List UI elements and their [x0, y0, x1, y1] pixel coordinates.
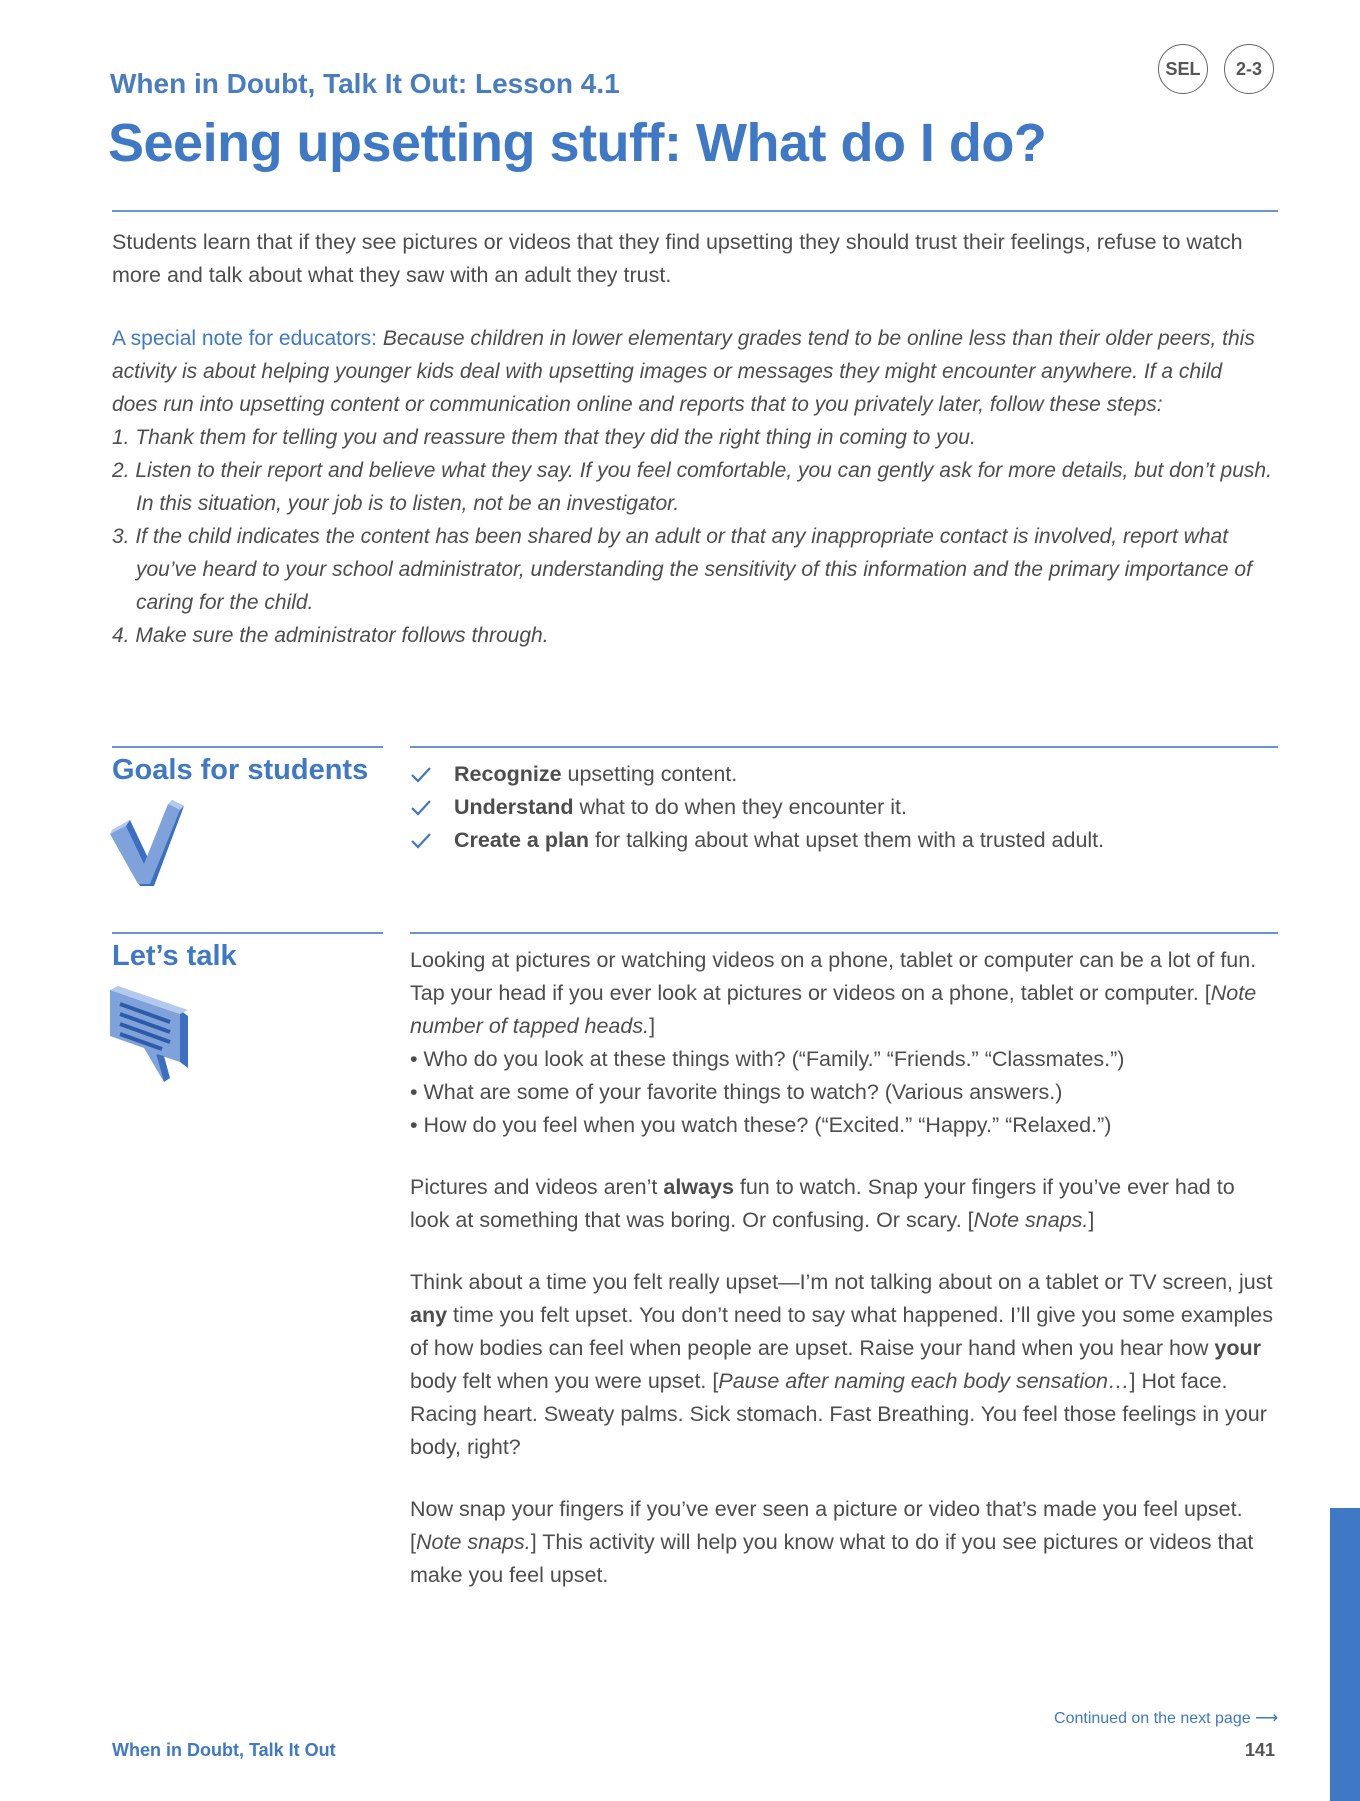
- p2-a: Pictures and videos aren’t: [410, 1175, 664, 1199]
- goal-text: upsetting content.: [561, 762, 738, 786]
- p3-f: ] Hot face. Racing heart. Sweaty palms. Sick stomach. Fast Breathing. You feel those feelings in your body, right?: [410, 1369, 1267, 1459]
- goal-bold: Create a plan: [454, 828, 590, 852]
- sel-badge: SEL: [1158, 44, 1208, 94]
- talk-paragraph-3: [410, 1266, 1280, 1464]
- p3-a: Think about a time you felt really upset—I’m not talking about on a tablet or TV screen, just: [410, 1270, 1273, 1294]
- goal-item: [410, 824, 1280, 857]
- step-item: 1. Thank them for telling you and reassure them that they did the right thing in coming to you.: [112, 426, 976, 449]
- step-item: 2. Listen to their report and believe what they say. If you feel comfortable, you can gently ask for more details, but don’t push. In this situation, your job is to listen, not be an investigator.: [112, 459, 1272, 515]
- educator-note-text: Because children in lower elementary grades tend to be online less than their older peers, this activity is about helping younger kids deal with upsetting images or messages they might encounter anywhere. If a child does run into upsetting content or communication online and reports that to you privately later, follow these steps:: [112, 327, 1255, 416]
- talk-heading: Let’s talk: [112, 940, 237, 972]
- goal-item: [410, 791, 1280, 824]
- p2-close: ]: [1088, 1208, 1095, 1232]
- page-number: 141: [1244, 1740, 1275, 1760]
- speech-bubble-icon: [110, 982, 192, 1091]
- intro-paragraph: Students learn that if they see pictures or videos that they find upsetting they should trust their feelings, refuse to watch more and talk about what they saw with an adult they trust.: [112, 230, 1243, 287]
- p3-bold-any: any: [410, 1303, 448, 1327]
- check-icon: [410, 832, 432, 850]
- p1-note: Note number of tapped heads.: [410, 981, 1257, 1038]
- goal-bold: Recognize: [454, 762, 562, 786]
- header-divider: [112, 210, 1278, 212]
- p4-a: Now snap your fingers if you’ve ever seen a picture or video that’s made you feel upset. [: [410, 1497, 1243, 1554]
- check-icon: [410, 799, 432, 817]
- footer-title: When in Doubt, Talk It Out: [112, 1740, 336, 1760]
- check-icon: [410, 766, 432, 784]
- goal-item: [410, 758, 1280, 791]
- lesson-label: When in Doubt, Talk It Out: Lesson 4.1: [110, 68, 620, 99]
- talk-bullet: • What are some of your favorite things to watch? (Various answers.): [410, 1080, 1063, 1104]
- checkmark-icon: [110, 796, 186, 893]
- p4-note: Note snaps.: [415, 1530, 531, 1554]
- p2-note: Note snaps.: [973, 1208, 1089, 1232]
- talk-bullet: • How do you feel when you watch these? (“Excited.” “Happy.” “Relaxed.”): [410, 1113, 1112, 1137]
- talk-right-divider: [410, 932, 1278, 934]
- p2-c: fun to watch. Snap your fingers if you’ve ever had to look at something that was boring. Or confusing. Or scary. [: [410, 1175, 1235, 1232]
- talk-paragraph-4: [410, 1493, 1280, 1592]
- talk-bullet: • Who do you look at these things with? (“Family.” “Friends.” “Classmates.”): [410, 1047, 1125, 1071]
- talk-left-divider: [112, 932, 383, 934]
- educator-note-label: A special note for educators:: [112, 327, 377, 350]
- p3-bold-your: your: [1214, 1336, 1261, 1360]
- p1-text: Looking at pictures or watching videos on a phone, tablet or computer can be a lot of fun. Tap your head if you ever look at pictures or videos on a phone, tablet or computer. [: [410, 948, 1257, 1005]
- goals-left-divider: [112, 746, 383, 748]
- continued-link[interactable]: Continued on the next page ⟶: [1054, 1710, 1278, 1727]
- talk-paragraph-1: [410, 944, 1280, 1142]
- goal-text: what to do when they encounter it.: [573, 795, 907, 819]
- p2-bold: always: [663, 1175, 734, 1199]
- p3-c: time you felt upset. You don’t need to say what happened. I’ll give you some examples of how bodies can feel when people are upset. Raise your hand when you hear how: [410, 1303, 1273, 1360]
- goal-bold: Understand: [454, 795, 574, 819]
- page-title: Seeing upsetting stuff: What do I do?: [108, 113, 1047, 173]
- step-item: 3. If the child indicates the content has been shared by an adult or that any inappropriate contact is involved, report what you’ve heard to your school administrator, understanding the sensitivity of this information and the primary importance of caring for the child.: [112, 525, 1252, 614]
- p3-e: body felt when you were upset. [: [410, 1369, 719, 1393]
- step-item: 4. Make sure the administrator follows through.: [112, 624, 549, 647]
- educator-note: [112, 322, 1272, 652]
- goal-text: for talking about what upset them with a trusted adult.: [589, 828, 1105, 852]
- talk-body: [410, 944, 1280, 1621]
- goals-heading: Goals for students: [112, 754, 369, 786]
- p3-note: Pause after naming each body sensation…: [718, 1369, 1130, 1393]
- educator-steps: [112, 421, 1272, 652]
- p4-b: ] This activity will help you know what to do if you see pictures or videos that make you feel upset.: [410, 1530, 1254, 1587]
- grade-badge: 2-3: [1224, 44, 1274, 94]
- p1-close: ]: [649, 1014, 656, 1038]
- goals-list: [410, 758, 1280, 857]
- talk-paragraph-2: [410, 1171, 1280, 1237]
- side-tab: [1330, 1508, 1360, 1801]
- goals-right-divider: [410, 746, 1278, 748]
